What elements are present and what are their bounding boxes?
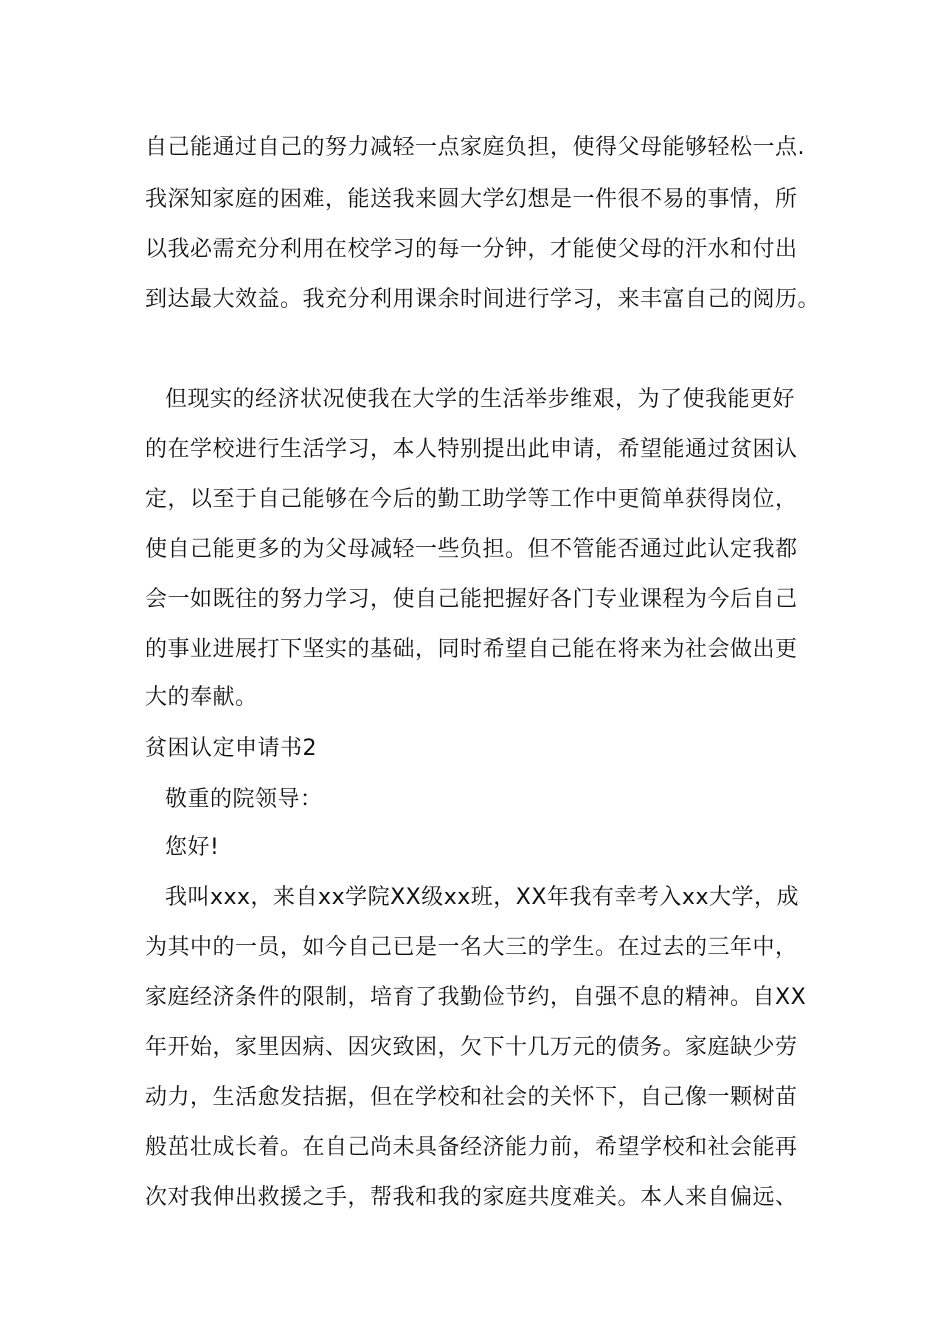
paragraph-line: 以我必需充分利用在校学习的每一分钟，才能使父母的汗水和付出	[145, 237, 798, 262]
salutation: 敬重的院领导：	[165, 787, 323, 812]
paragraph-line: 动力，生活愈发拮据，但在学校和社会的关怀下，自己像一颗树苗	[145, 1085, 798, 1110]
paragraph-line: 我深知家庭的困难，能送我来圆大学幻想是一件很不易的事情，所	[145, 187, 798, 212]
paragraph-line: 的事业进展打下坚实的基础，同时希望自己能在将来为社会做出更	[145, 637, 798, 662]
paragraph-line: 为其中的一员，如今自己已是一名大三的学生。在过去的三年中，	[145, 935, 798, 960]
paragraph-line: 的在学校进行生活学习，本人特别提出此申请，希望能通过贫困认	[145, 437, 798, 462]
paragraph-line: 会一如既往的努力学习，使自己能把握好各门专业课程为今后自己	[145, 587, 798, 612]
paragraph-line: 般茁壮成长着。在自己尚未具备经济能力前，希望学校和社会能再	[145, 1135, 798, 1160]
paragraph-line: 使自己能更多的为父母减轻一些负担。但不管能否通过此认定我都	[145, 537, 798, 562]
paragraph-line: 我叫xxx，来自xx学院XX级xx班，XX年我有幸考入xx大学，成	[165, 885, 799, 910]
paragraph-line: 大的奉献。	[145, 685, 258, 710]
paragraph-line: 年开始，家里因病、因灾致困，欠下十几万元的债务。家庭缺少劳	[145, 1035, 798, 1060]
paragraph-line: 次对我伸出救援之手，帮我和我的家庭共度难关。本人来自偏远、	[145, 1185, 798, 1210]
greeting: 您好!	[165, 835, 220, 860]
paragraph-line: 家庭经济条件的限制，培育了我勤俭节约，自强不息的精神。自XX	[145, 985, 807, 1010]
paragraph-line: 但现实的经济状况使我在大学的生活举步维艰，为了使我能更好	[165, 387, 796, 412]
paragraph-line: 自己能通过自己的努力减轻一点家庭负担，使得父母能够轻松一点.	[145, 135, 805, 160]
paragraph-line: 到达最大效益。我充分利用课余时间进行学习，来丰富自己的阅历。	[145, 287, 821, 312]
paragraph-line: 定，以至于自己能够在今后的勤工助学等工作中更简单获得岗位，	[145, 487, 798, 512]
section-heading: 贫困认定申请书2	[145, 736, 317, 761]
